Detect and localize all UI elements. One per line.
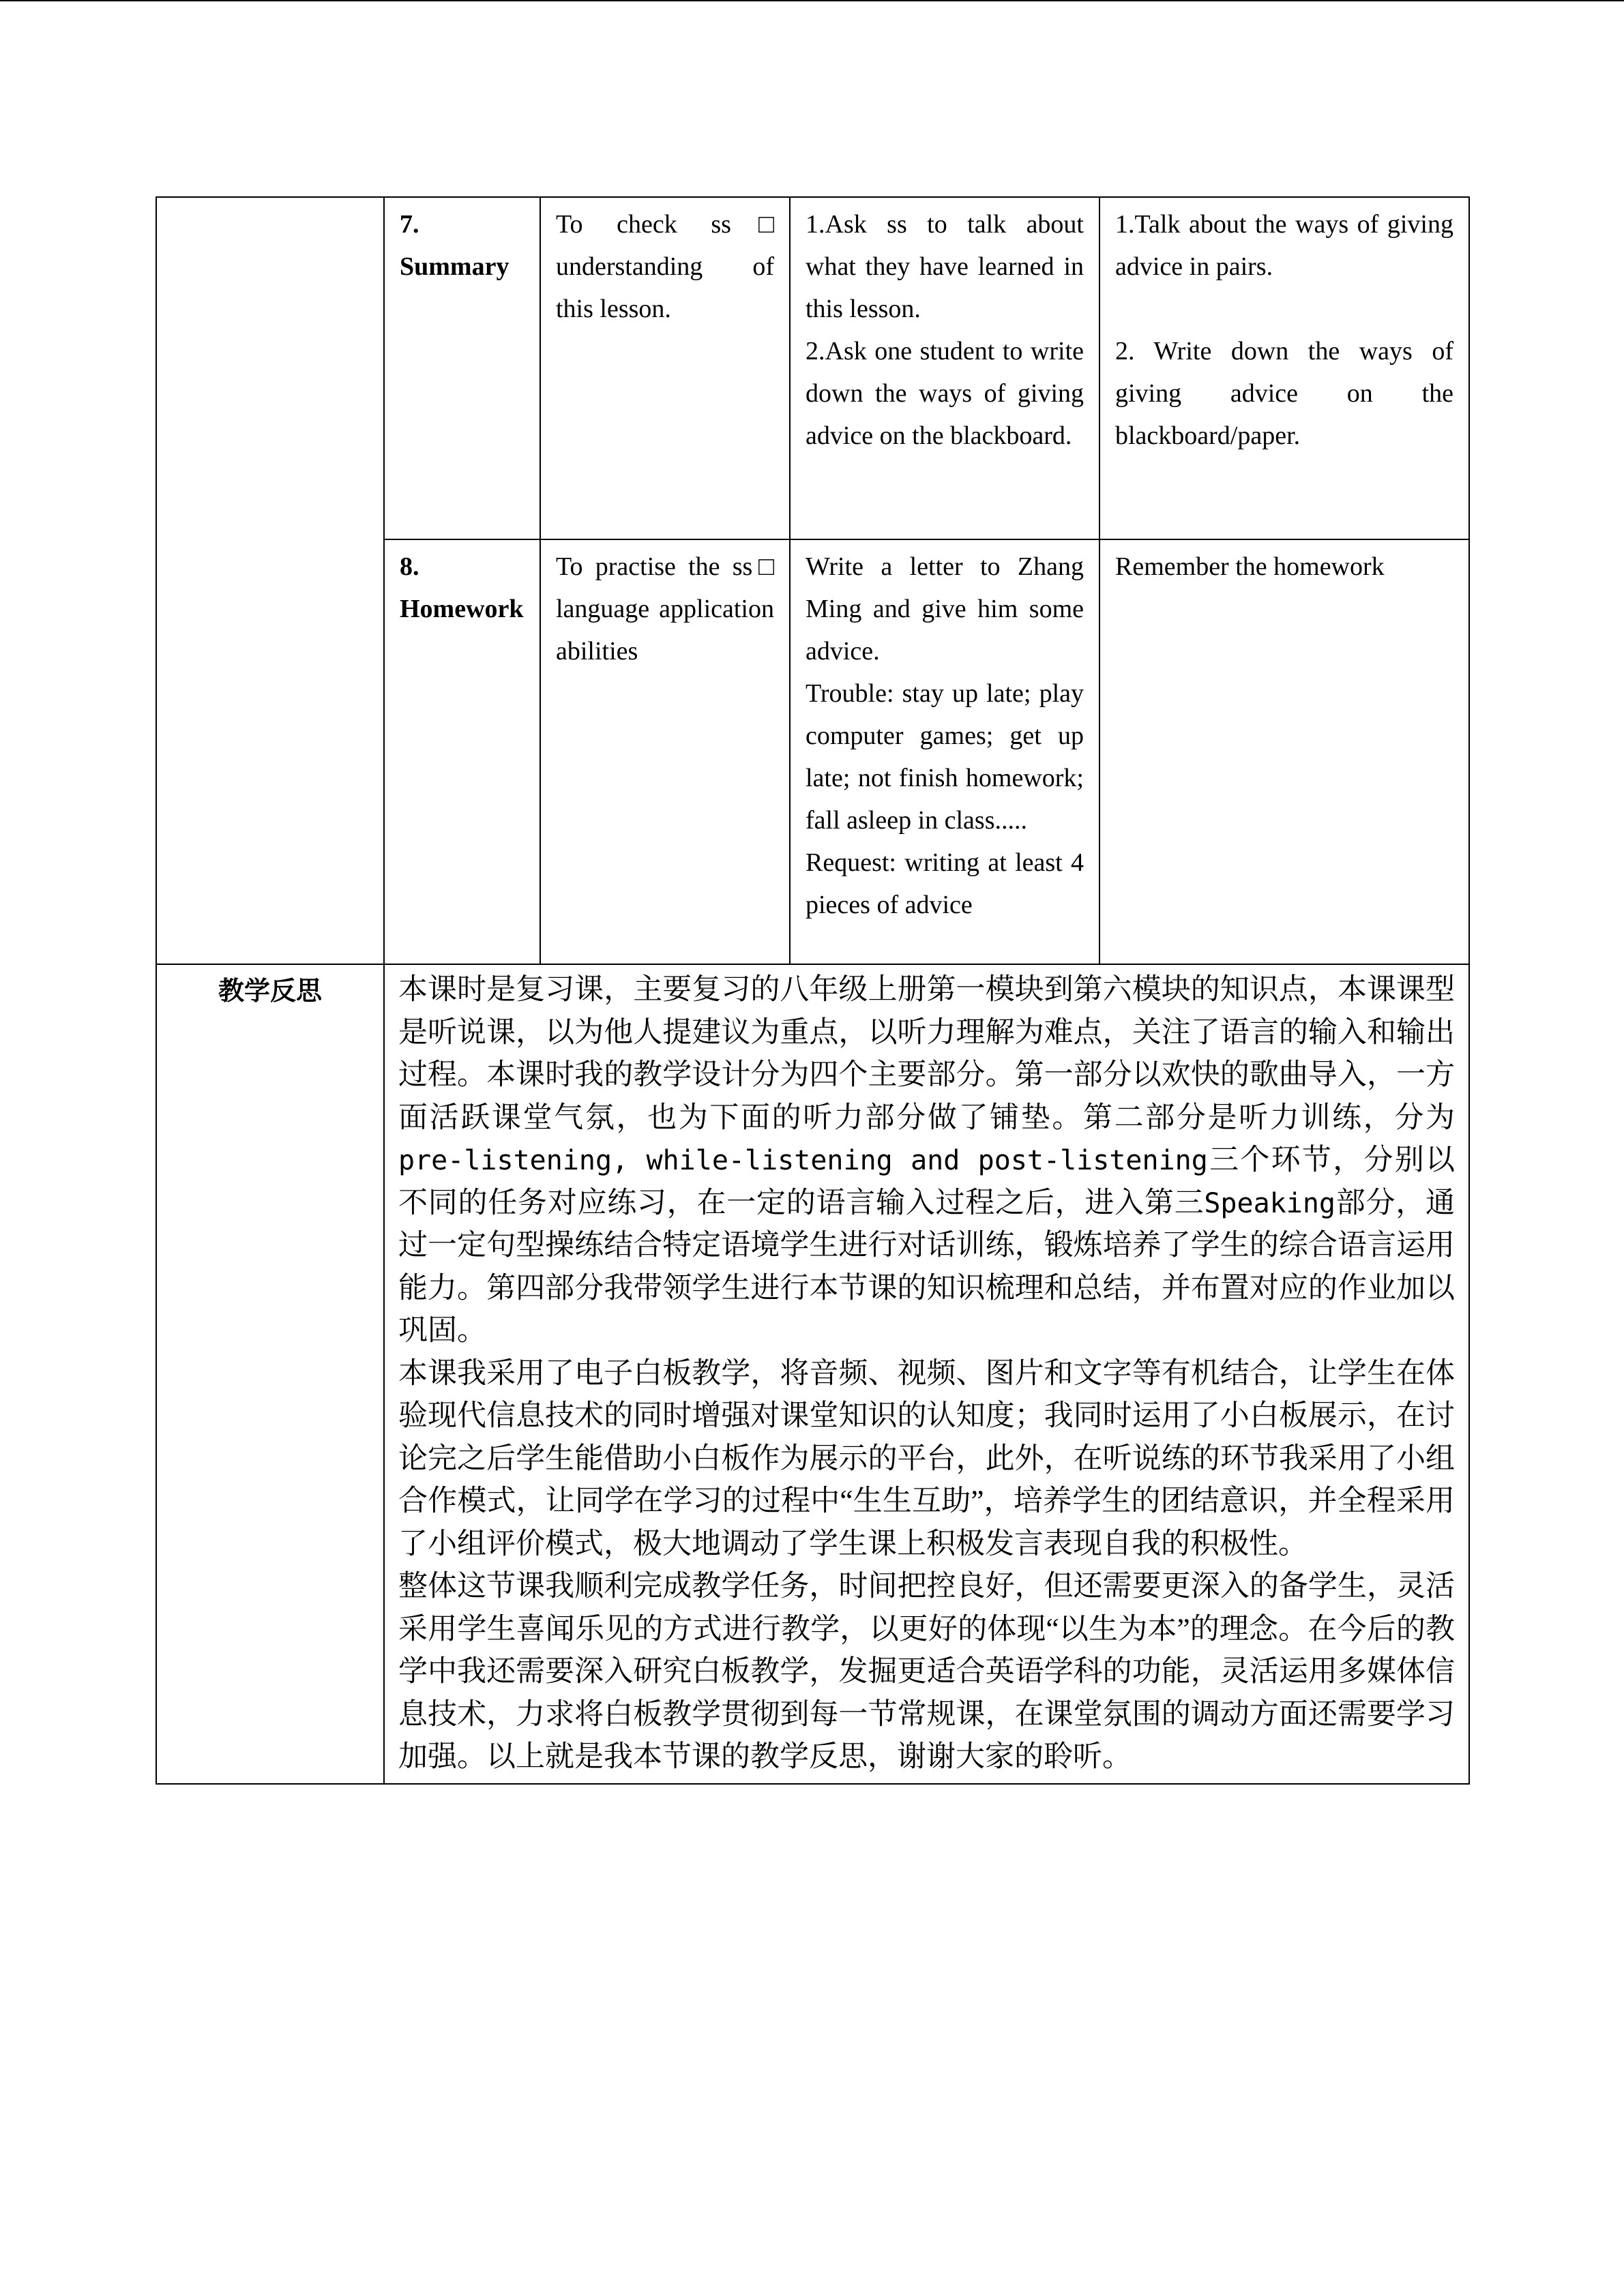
table-row-reflection (156, 964, 1469, 1784)
aim-cell-summary (540, 197, 790, 539)
student-activity-item: 1.Talk about the ways of giving advice in pairs. (1115, 210, 1453, 281)
reflection-text: 本课时是复习课，主要复习的八年级上册第一模块到第六模块的知识点，本课课型是听说课，以为他人提建议为重点，以听力理解为难点，关注了语言的输入和输出过程。本课时我的教学设计分为四个主要部分。第一部分以欢快的歌曲导入，一方面活跃课堂气氛，也为下面的听力部分做了铺垫。第二部分是听力训练，分为 (398, 974, 1455, 1134)
teacher-activity-item: 1.Ask ss to talk about what they have learned in this lesson. (806, 210, 1084, 323)
student-activity-item: Remember the homework (1115, 552, 1385, 581)
teacher-activity-item: 2.Ask one student to write down the ways of giving advice on the blackboard. (806, 337, 1084, 450)
step-cell-summary (384, 197, 540, 539)
reflection-text: 部分，通过一定句型操练结合特定语境学生进行对话训练，锻炼培养了学生的综合语言运用能力。第四部分我带领学生进行本节课的知识梳理和总结，并布置对应的作业加以巩固。 (398, 1187, 1456, 1347)
reflection-paragraph: 整体这节课我顺利完成教学任务，时间把控良好，但还需要更深入的备学生，灵活采用学生喜闻乐见的方式进行教学，以更好的体现“以生为本”的理念。在今后的教学中我还需要深入研究白板教学，发掘更适合英语学科的功能，灵活运用多媒体信息技术，力求将白板教学贯彻到每一节常规课，在课堂氛围的调动方面还需要学习加强。以上就是我本节课的教学反思，谢谢大家的聆听。 (398, 1570, 1455, 1773)
step-label: 8. Homework (400, 552, 524, 623)
student-activity-cell-homework (1099, 539, 1469, 964)
reflection-label: 教学反思 (218, 977, 322, 1006)
reflection-paragraph (398, 969, 1455, 1353)
teacher-activity-cell-homework (790, 539, 1099, 964)
aim-cell-homework (540, 539, 790, 964)
page-top-border (0, 0, 1624, 1)
reflection-text: 三个环节，分别以不同的任务对应练习，在一定的语言输入过程之后，进入第三 (398, 1144, 1456, 1219)
reflection-text-latin: Speaking (1204, 1187, 1335, 1219)
table-row-summary (156, 197, 1469, 539)
reflection-content-cell (384, 964, 1469, 1784)
lesson-plan-table (156, 196, 1470, 1785)
reflection-label-cell (156, 964, 384, 1784)
aim-text: To check ss□ understanding of this lesson. (556, 210, 774, 323)
student-activity-item: 2. Write down the ways of giving advice on the blackboard/paper. (1115, 337, 1453, 450)
teacher-activity-item: Write a letter to Zhang Ming and give him some advice. (806, 552, 1084, 666)
teacher-activity-item: Trouble: stay up late; play computer games; get up late; not finish homework; fall asleep in class..... (806, 679, 1084, 835)
student-activity-cell-summary (1099, 197, 1469, 539)
reflection-text-latin: pre-listening, while-listening and post-listening (398, 1145, 1208, 1176)
reflection-paragraph: 本课我采用了电子白板教学，将音频、视频、图片和文字等有机结合，让学生在体验现代信息技术的同时增强对课堂知识的认知度；我同时运用了小白板展示，在讨论完之后学生能借助小白板作为展示的平台，此外，在听说练的环节我采用了小组合作模式，让同学在学习的过程中“生生互助”，培养学生的团结意识，并全程采用了小组评价模式，极大地调动了学生课上积极发言表现自我的积极性。 (398, 1357, 1455, 1560)
blank-stage-cell (156, 197, 384, 964)
teacher-activity-item: Request: writing at least 4 pieces of advice (806, 848, 1084, 919)
teacher-activity-cell-summary (790, 197, 1099, 539)
step-cell-homework (384, 539, 540, 964)
step-label: 7. Summary (400, 210, 510, 281)
blank-line (1115, 288, 1453, 330)
aim-text: To practise the ss□ language application abilities (556, 552, 774, 666)
